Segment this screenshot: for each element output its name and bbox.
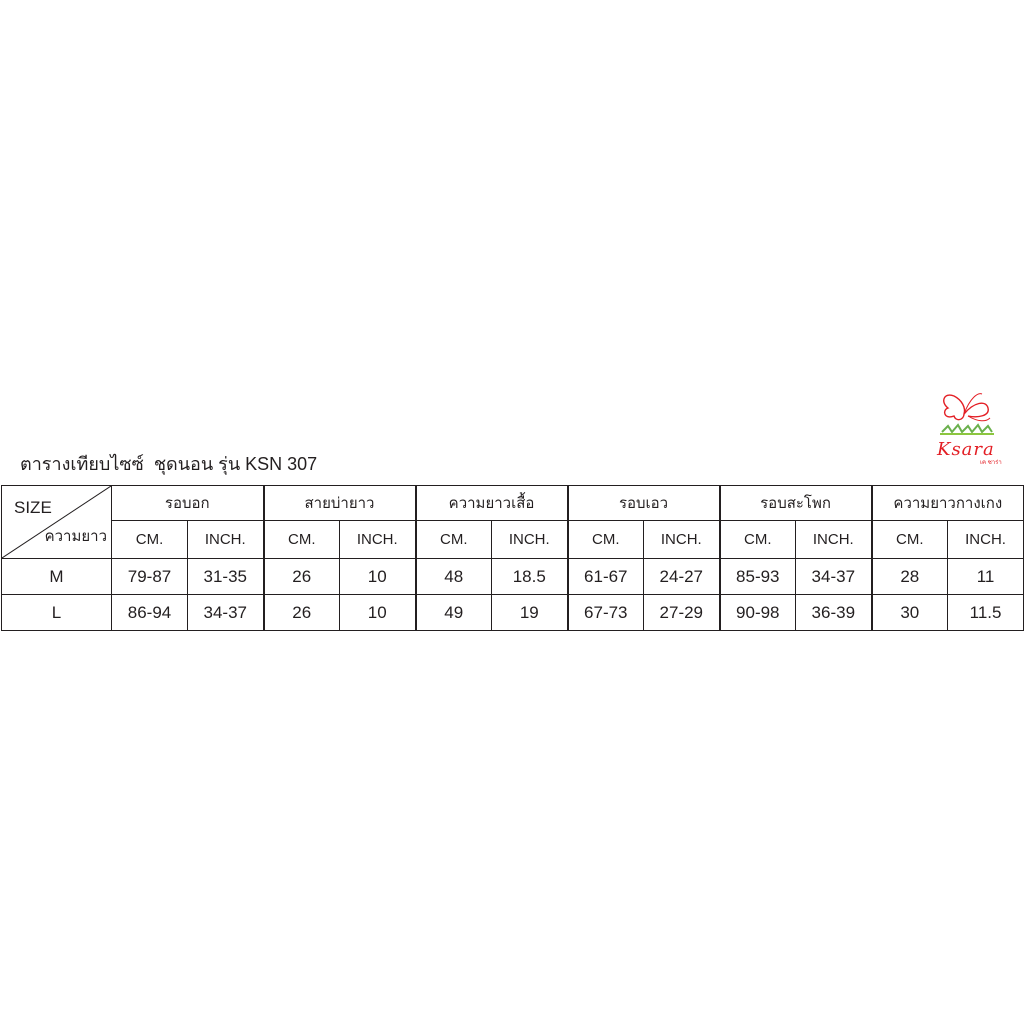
value-cell: 90-98 [720,595,796,631]
brand-subtext: เค ซาร่า [980,460,1002,466]
unit-header: INCH. [492,521,568,559]
size-chart-table [1,485,1024,631]
page-title: ตารางเทียบไซซ์ ชุดนอน รุ่น KSN 307 [20,454,318,474]
unit-header: INCH. [644,521,720,559]
unit-header: INCH. [188,521,264,559]
unit-header: CM. [872,521,948,559]
unit-header: CM. [720,521,796,559]
size-cell: M [2,559,112,595]
column-group-strap-length: สายบ่ายาว [264,486,416,521]
column-group-hip: รอบสะโพก [720,486,872,521]
value-cell: 49 [416,595,492,631]
value-cell: 85-93 [720,559,796,595]
value-cell: 27-29 [644,595,720,631]
value-cell: 30 [872,595,948,631]
value-cell: 48 [416,559,492,595]
value-cell: 79-87 [112,559,188,595]
value-cell: 10 [340,595,416,631]
unit-header: CM. [416,521,492,559]
value-cell: 26 [264,559,340,595]
length-label: ความยาว [44,528,107,545]
unit-header: INCH. [948,521,1024,559]
unit-header: CM. [112,521,188,559]
value-cell: 86-94 [112,595,188,631]
column-group-waist: รอบเอว [568,486,720,521]
value-cell: 34-37 [188,595,264,631]
value-cell: 67-73 [568,595,644,631]
value-cell: 10 [340,559,416,595]
unit-header: INCH. [796,521,872,559]
butterfly-icon [934,388,1012,444]
value-cell: 61-67 [568,559,644,595]
table-row [2,559,1024,595]
value-cell: 24-27 [644,559,720,595]
size-label: SIZE [14,498,52,517]
value-cell: 18.5 [492,559,568,595]
unit-header: CM. [568,521,644,559]
table-row [2,595,1024,631]
size-cell: L [2,595,112,631]
unit-header: CM. [264,521,340,559]
value-cell: 28 [872,559,948,595]
column-group-pants-length: ความยาวกางเกง [872,486,1024,521]
value-cell: 11.5 [948,595,1024,631]
size-corner-cell [2,486,112,559]
brand-name: Ksara [937,439,995,460]
unit-header: INCH. [340,521,416,559]
value-cell: 11 [948,559,1024,595]
column-group-shirt-length: ความยาวเสื้อ [416,486,568,521]
value-cell: 34-37 [796,559,872,595]
value-cell: 36-39 [796,595,872,631]
value-cell: 19 [492,595,568,631]
brand-logo [934,388,1012,474]
value-cell: 26 [264,595,340,631]
value-cell: 31-35 [188,559,264,595]
column-group-chest: รอบอก [112,486,264,521]
